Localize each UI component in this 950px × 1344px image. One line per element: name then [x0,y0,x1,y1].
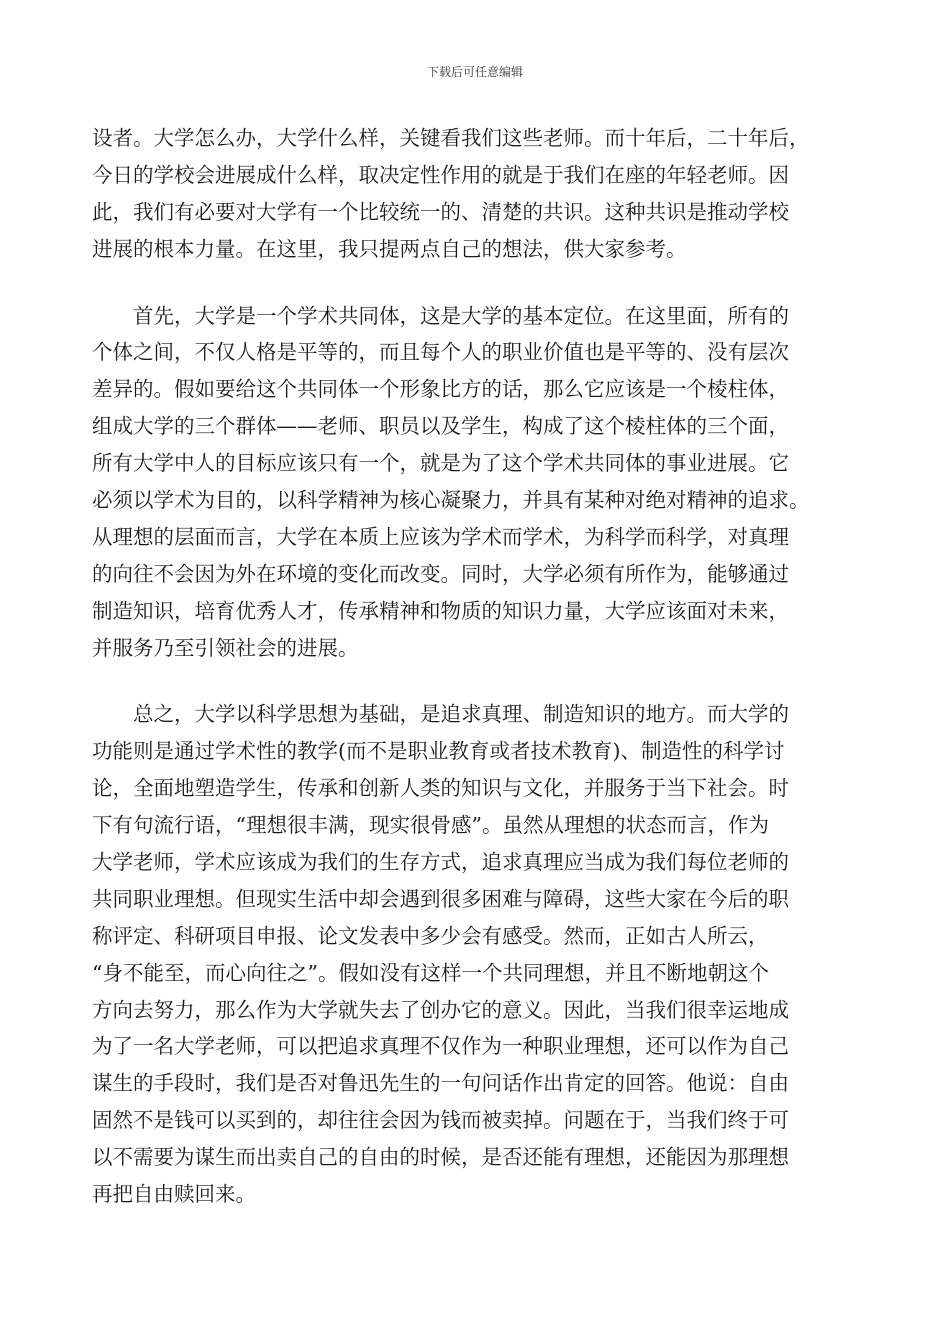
text-line: 谋生的手段时，我们是否对鲁迅先生的一句问话作出肯定的回答。他说：自由 [92,1071,789,1096]
paragraph-1 [92,120,864,268]
text-line: 固然不是钱可以买到的，却往往会因为钱而被卖掉。问题在于，当我们终于可 [92,1108,789,1133]
text-line: 此，我们有必要对大学有一个比较统一的、清楚的共识。这种共识是推动学校 [92,199,789,224]
text-line: 再把自由赎回来。 [92,1182,256,1207]
text-line: 进展的根本力量。在这里，我只提两点自己的想法，供大家参考。 [92,236,687,261]
text-line: 共同职业理想。但现实生活中却会遇到很多困难与障碍，这些大家在今后的职 [92,886,789,911]
text-line: 以不需要为谋生而出卖自己的自由的时候，是否还能有理想，还能因为那理想 [92,1145,789,1170]
text-line: 方向去努力，那么作为大学就失去了创办它的意义。因此，当我们很幸运地成 [92,997,789,1022]
document-body [92,120,864,1213]
text-line: 大学老师，学术应该成为我们的生存方式，追求真理应当成为我们每位老师的 [92,850,789,875]
text-line: 并服务乃至引领社会的进展。 [92,635,359,660]
text-line: 今日的学校会进展成什么样，取决定性作用的就是于我们在座的年轻老师。因 [92,162,789,187]
paragraph-spacer [92,268,864,298]
text-line: 的向往不会因为外在环境的变化而改变。同时，大学必须有所作为，能够通过 [92,561,789,586]
text-line: 制造知识，培育优秀人才，传承精神和物质的知识力量，大学应该面对未来， [92,598,789,623]
text-line: “身不能至，而心向往之”。假如没有这样一个共同理想，并且不断地朝这个 [92,960,769,985]
page-header: 下载后可任意编辑 [426,65,523,79]
text-line: 设者。大学怎么办，大学什么样，关键看我们这些老师。而十年后，二十年后， [92,126,810,150]
text-line: 下有句流行语，“理想很丰满，现实很骨感”。虽然从理想的状态而言，作为 [92,813,769,838]
paragraph-3 [92,696,864,1212]
text-line: 论，全面地塑造学生，传承和创新人类的知识与文化，并服务于当下社会。时 [92,776,789,801]
text-line: 称评定、科研项目申报、论文发表中多少会有感受。然而，正如古人所云， [92,923,769,948]
text-line: 总之，大学以科学思想为基础，是追求真理、制造知识的地方。而大学的 [133,702,789,727]
text-line: 个体之间，不仅人格是平等的，而且每个人的职业价值也是平等的、没有层次 [92,340,789,365]
text-line: 差异的。假如要给这个共同体一个形象比方的话，那么它应该是一个棱柱体， [92,377,789,402]
paragraph-spacer [92,666,864,696]
text-line: 所有大学中人的目标应该只有一个，就是为了这个学术共同体的事业进展。它 [92,451,789,476]
text-line: 必须以学术为目的，以科学精神为核心凝聚力，并具有某种对绝对精神的追求。 [92,488,810,513]
text-line: 首先，大学是一个学术共同体，这是大学的基本定位。在这里面，所有的 [133,303,789,328]
paragraph-2 [92,298,864,667]
text-line: 功能则是通过学术性的教学(而不是职业教育或者技术教育)、制造性的科学讨 [92,739,785,764]
text-line: 组成大学的三个群体——老师、职员以及学生，构成了这个棱柱体的三个面， [92,414,789,439]
text-line: 为了一名大学老师，可以把追求真理不仅作为一种职业理想，还可以作为自己 [92,1034,789,1059]
text-line: 从理想的层面而言，大学在本质上应该为学术而学术，为科学而科学，对真理 [92,524,789,549]
